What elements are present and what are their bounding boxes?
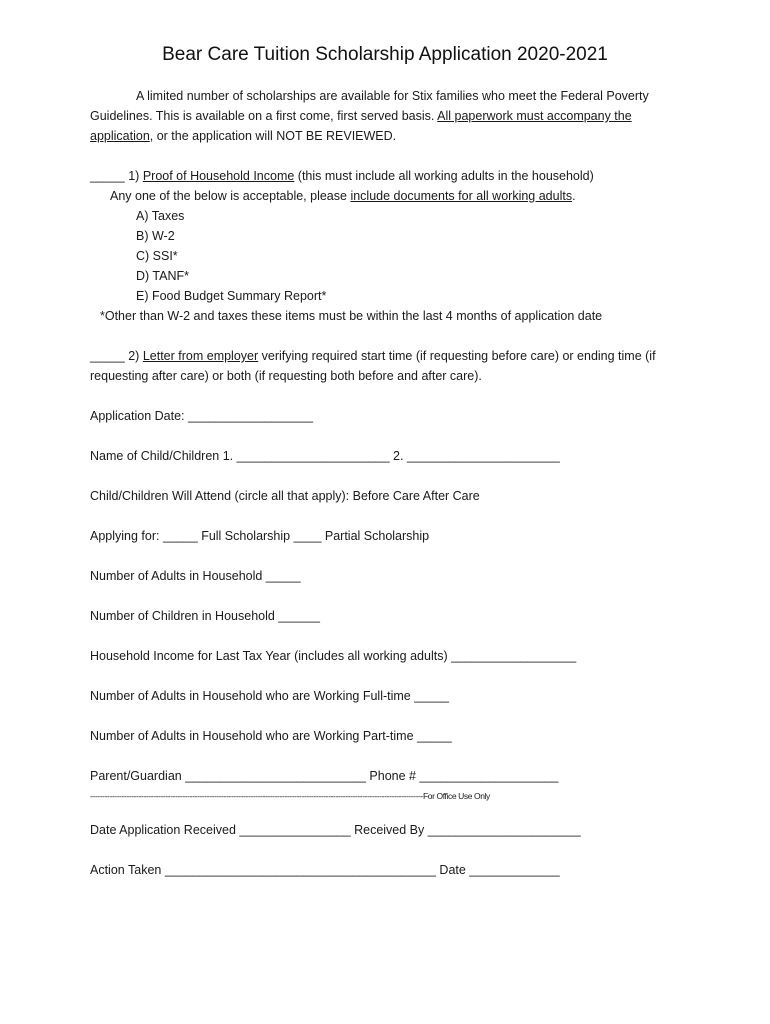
adults-count-field[interactable]: Number of Adults in Household _____ — [90, 569, 301, 583]
option-taxes: A) Taxes — [136, 209, 185, 223]
action-taken-field[interactable]: Action Taken _______________________________________ Date _____________ — [90, 863, 560, 877]
item-1-instructions — [110, 188, 576, 204]
intro-text: Guidelines. This is available on a first come, first served basis. — [90, 109, 438, 123]
option-ssi: C) SSI* — [136, 249, 178, 263]
attend-field[interactable]: Child/Children Will Attend (circle all that apply): Before Care After Care — [90, 489, 480, 503]
item-2-label: Letter from employer — [142, 349, 259, 363]
item-1-label: Proof of Household Income — [142, 169, 295, 183]
instructions-text: Any one of the below is acceptable, please — [110, 189, 351, 203]
item-2 — [90, 348, 656, 364]
intro-text-2: , or the application will NOT BE REVIEWED. — [149, 129, 397, 143]
instructions-end: . — [572, 189, 576, 203]
parent-phone-field[interactable]: Parent/Guardian __________________________ Phone # ____________________ — [90, 769, 559, 783]
option-tanf: D) TANF* — [136, 269, 190, 283]
item-1 — [90, 168, 594, 184]
option-food-budget: E) Food Budget Summary Report* — [136, 289, 327, 303]
parttime-adults-field[interactable]: Number of Adults in Household who are Working Part-time _____ — [90, 729, 452, 743]
divider-dashes: ----------------------------------------------------------------------------------------------------------------------------------------- — [90, 791, 423, 801]
applying-for-field[interactable]: Applying for: _____ Full Scholarship ____ Partial Scholarship — [90, 529, 430, 543]
instructions-emphasis: include documents for all working adults — [350, 189, 573, 203]
children-count-field[interactable]: Number of Children in Household ______ — [90, 609, 321, 623]
item-2-suffix: verifying required start time (if requesting before care) or ending time (if — [258, 349, 656, 363]
item-2-blank: _____ 2) — [90, 349, 143, 363]
office-use-label: For Office Use Only — [423, 791, 490, 801]
child-names-field[interactable]: Name of Child/Children 1. ______________________ 2. ______________________ — [90, 449, 560, 463]
option-w2: B) W-2 — [136, 229, 175, 243]
intro-line-2 — [90, 108, 632, 124]
item-2-line-2: requesting after care) or both (if requesting both before and after care). — [90, 369, 482, 383]
intro-line-3 — [90, 128, 396, 144]
date-received-field[interactable]: Date Application Received ________________ Received By ______________________ — [90, 823, 581, 837]
office-divider — [90, 788, 490, 804]
intro-emphasis: All paperwork must accompany the — [437, 109, 632, 123]
item-1-note: *Other than W-2 and taxes these items must be within the last 4 months of application date — [100, 309, 603, 323]
page-title: Bear Care Tuition Scholarship Application 2020-2021 — [162, 44, 608, 65]
intro-emphasis-2: application — [90, 129, 150, 143]
item-1-suffix: (this must include all working adults in the household) — [294, 169, 594, 183]
item-1-blank: _____ 1) — [90, 169, 143, 183]
intro-line-1: A limited number of scholarships are available for Stix families who meet the Federal Poverty — [136, 89, 649, 103]
fulltime-adults-field[interactable]: Number of Adults in Household who are Working Full-time _____ — [90, 689, 449, 703]
application-date-field[interactable]: Application Date: __________________ — [90, 409, 314, 423]
household-income-field[interactable]: Household Income for Last Tax Year (includes all working adults) __________________ — [90, 649, 577, 663]
